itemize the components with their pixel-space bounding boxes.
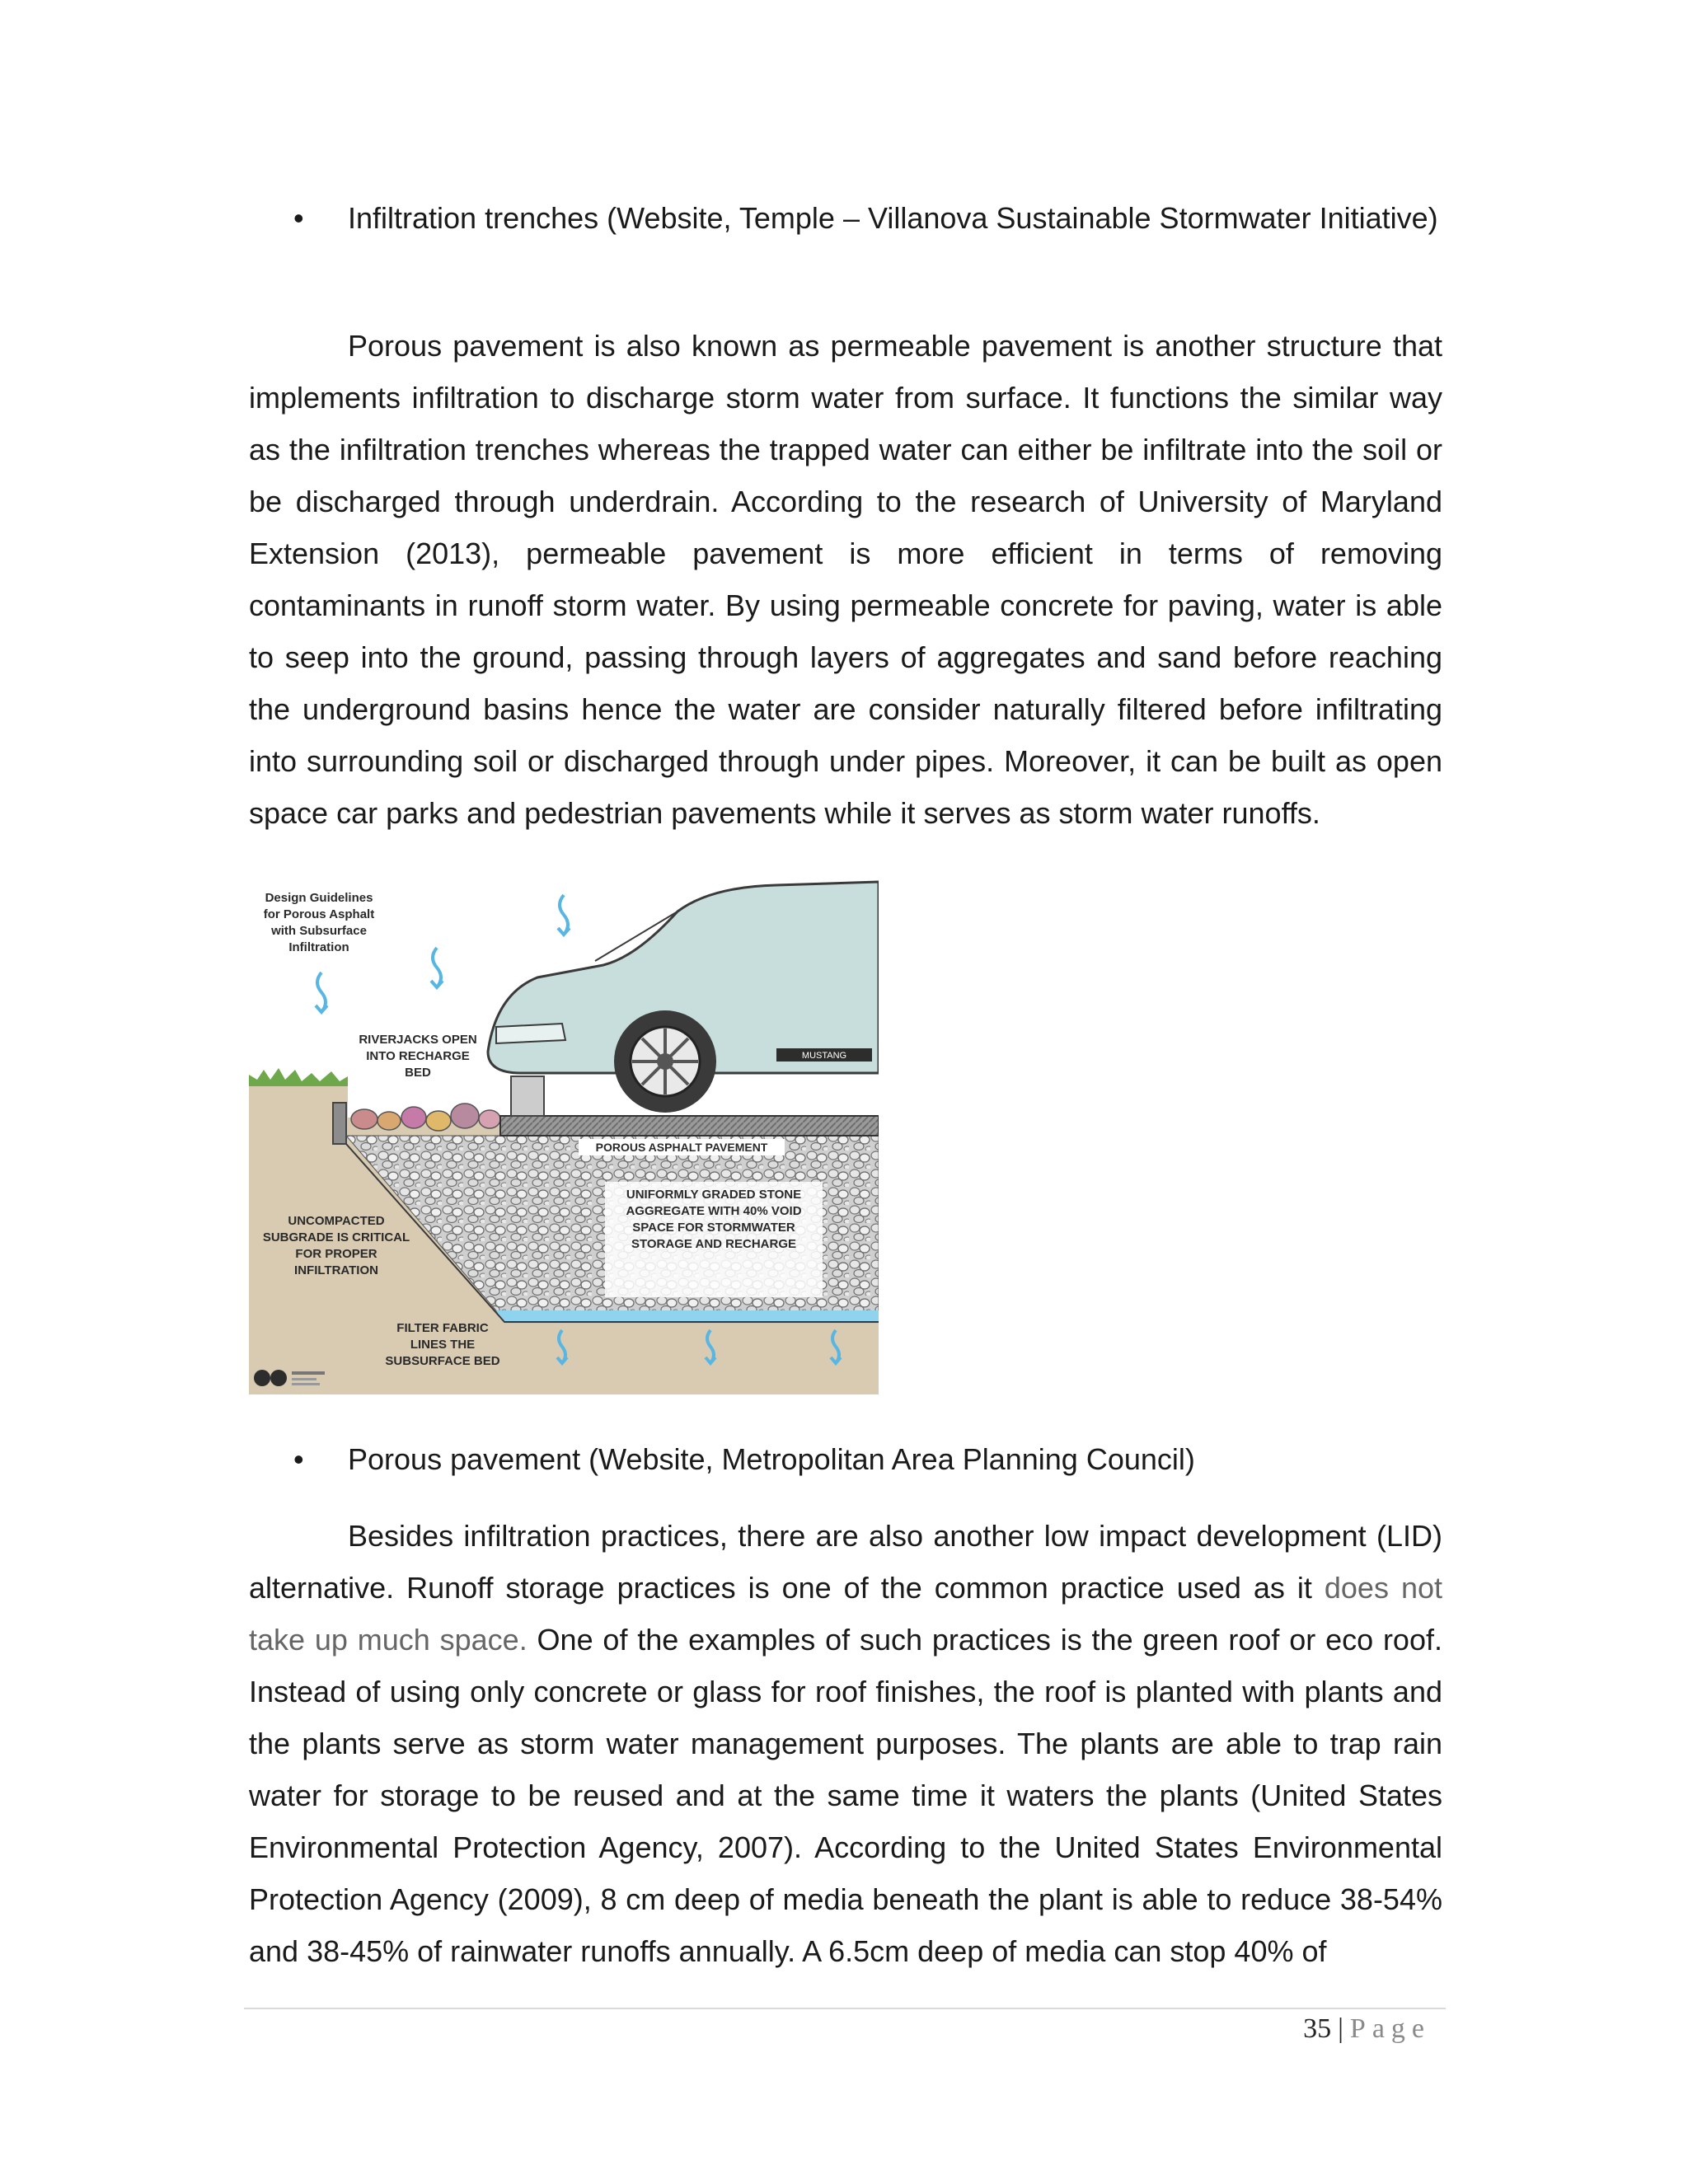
figure-label-stone-aggregate: UNIFORMLY GRADED STONE AGGREGATE WITH 40% VOID SPACE FOR STORMWATER STORAGE AND RECHARGE — [626, 1188, 802, 1251]
page-number: 35 — [1303, 2013, 1332, 2044]
bullet-symbol: • — [293, 201, 304, 235]
figure-title: Design Guidelines for Porous Asphalt with Subsurface Infiltration — [263, 891, 375, 954]
figure-label-pavement: POROUS ASPHALT PAVEMENT — [579, 1139, 785, 1155]
paragraph-porous-pavement: Porous pavement is also known as permeable pavement is another structure that implements infiltration to discharge storm water from surface. It functions the similar way as the infiltration trenches whereas the trapped water can either be infiltrate into the soil or be discharged through underdrain. According to the research of University of Maryland Extension (2013), permeable pavement is more efficient in terms of removing contaminants in runoff storm water. By using permeable concrete for paving, water is able to seep into the ground, passing through layers of aggregates and sand before reaching the underground basins hence the water are consider naturally filtered before infiltrating into surrounding soil or discharged through under pipes. Moreover, it can be built as open space car parks and pedestrian pavements while it serves as storm water runoffs. — [249, 329, 1442, 830]
paragraph-text: One of the examples of such practices is the green roof or eco roof. Instead of using only concrete or glass for roof finishes, the roof is planted with plants and the plants serve as storm water management purposes. The plants are able to trap rain water for storage to be reused and at the same time it waters the plants (United States Environmental Protection Agency, 2007). According to the United States Environmental Protection Agency (2009), 8 cm deep of media beneath the plant is able to reduce 38-54% and 38-45% of rainwater runoffs annually. A 6.5cm deep of media can stop 40% of — [249, 1623, 1442, 1968]
figure-label-subgrade: UNCOMPACTED SUBGRADE IS CRITICAL FOR PROPER INFILTRATION — [262, 1214, 410, 1277]
figure-label-riverjacks: RIVERJACKS OPEN INTO RECHARGE BED — [359, 1033, 477, 1080]
bullet-porous-pavement: Porous pavement (Website, Metropolitan Area Planning Council) — [348, 1442, 1195, 1476]
page-label: Page — [1349, 2013, 1431, 2044]
footer-separator: | — [1338, 2013, 1343, 2044]
porous-asphalt-diagram — [249, 879, 879, 1394]
figure-label-filter-fabric: FILTER FABRIC LINES THE SUBSURFACE BED — [385, 1321, 500, 1368]
bullet-infiltration-trenches: Infiltration trenches (Website, Temple – Villanova Sustainable Stormwater Initiative) — [348, 201, 1438, 235]
page-footer — [1303, 2011, 1431, 2047]
car-badge: MUSTANG — [801, 1051, 847, 1061]
paragraph-highlight-text: does not take up much space. — [249, 1571, 1442, 1657]
paragraph-runoff-storage — [249, 1510, 1442, 1977]
bullet-symbol: • — [293, 1442, 304, 1476]
footer-divider — [244, 2008, 1446, 2009]
paragraph-text: Besides infiltration practices, there are also another low impact development (LID) alternative. Runoff storage practices is one of the common practice used as it — [249, 1519, 1442, 1605]
